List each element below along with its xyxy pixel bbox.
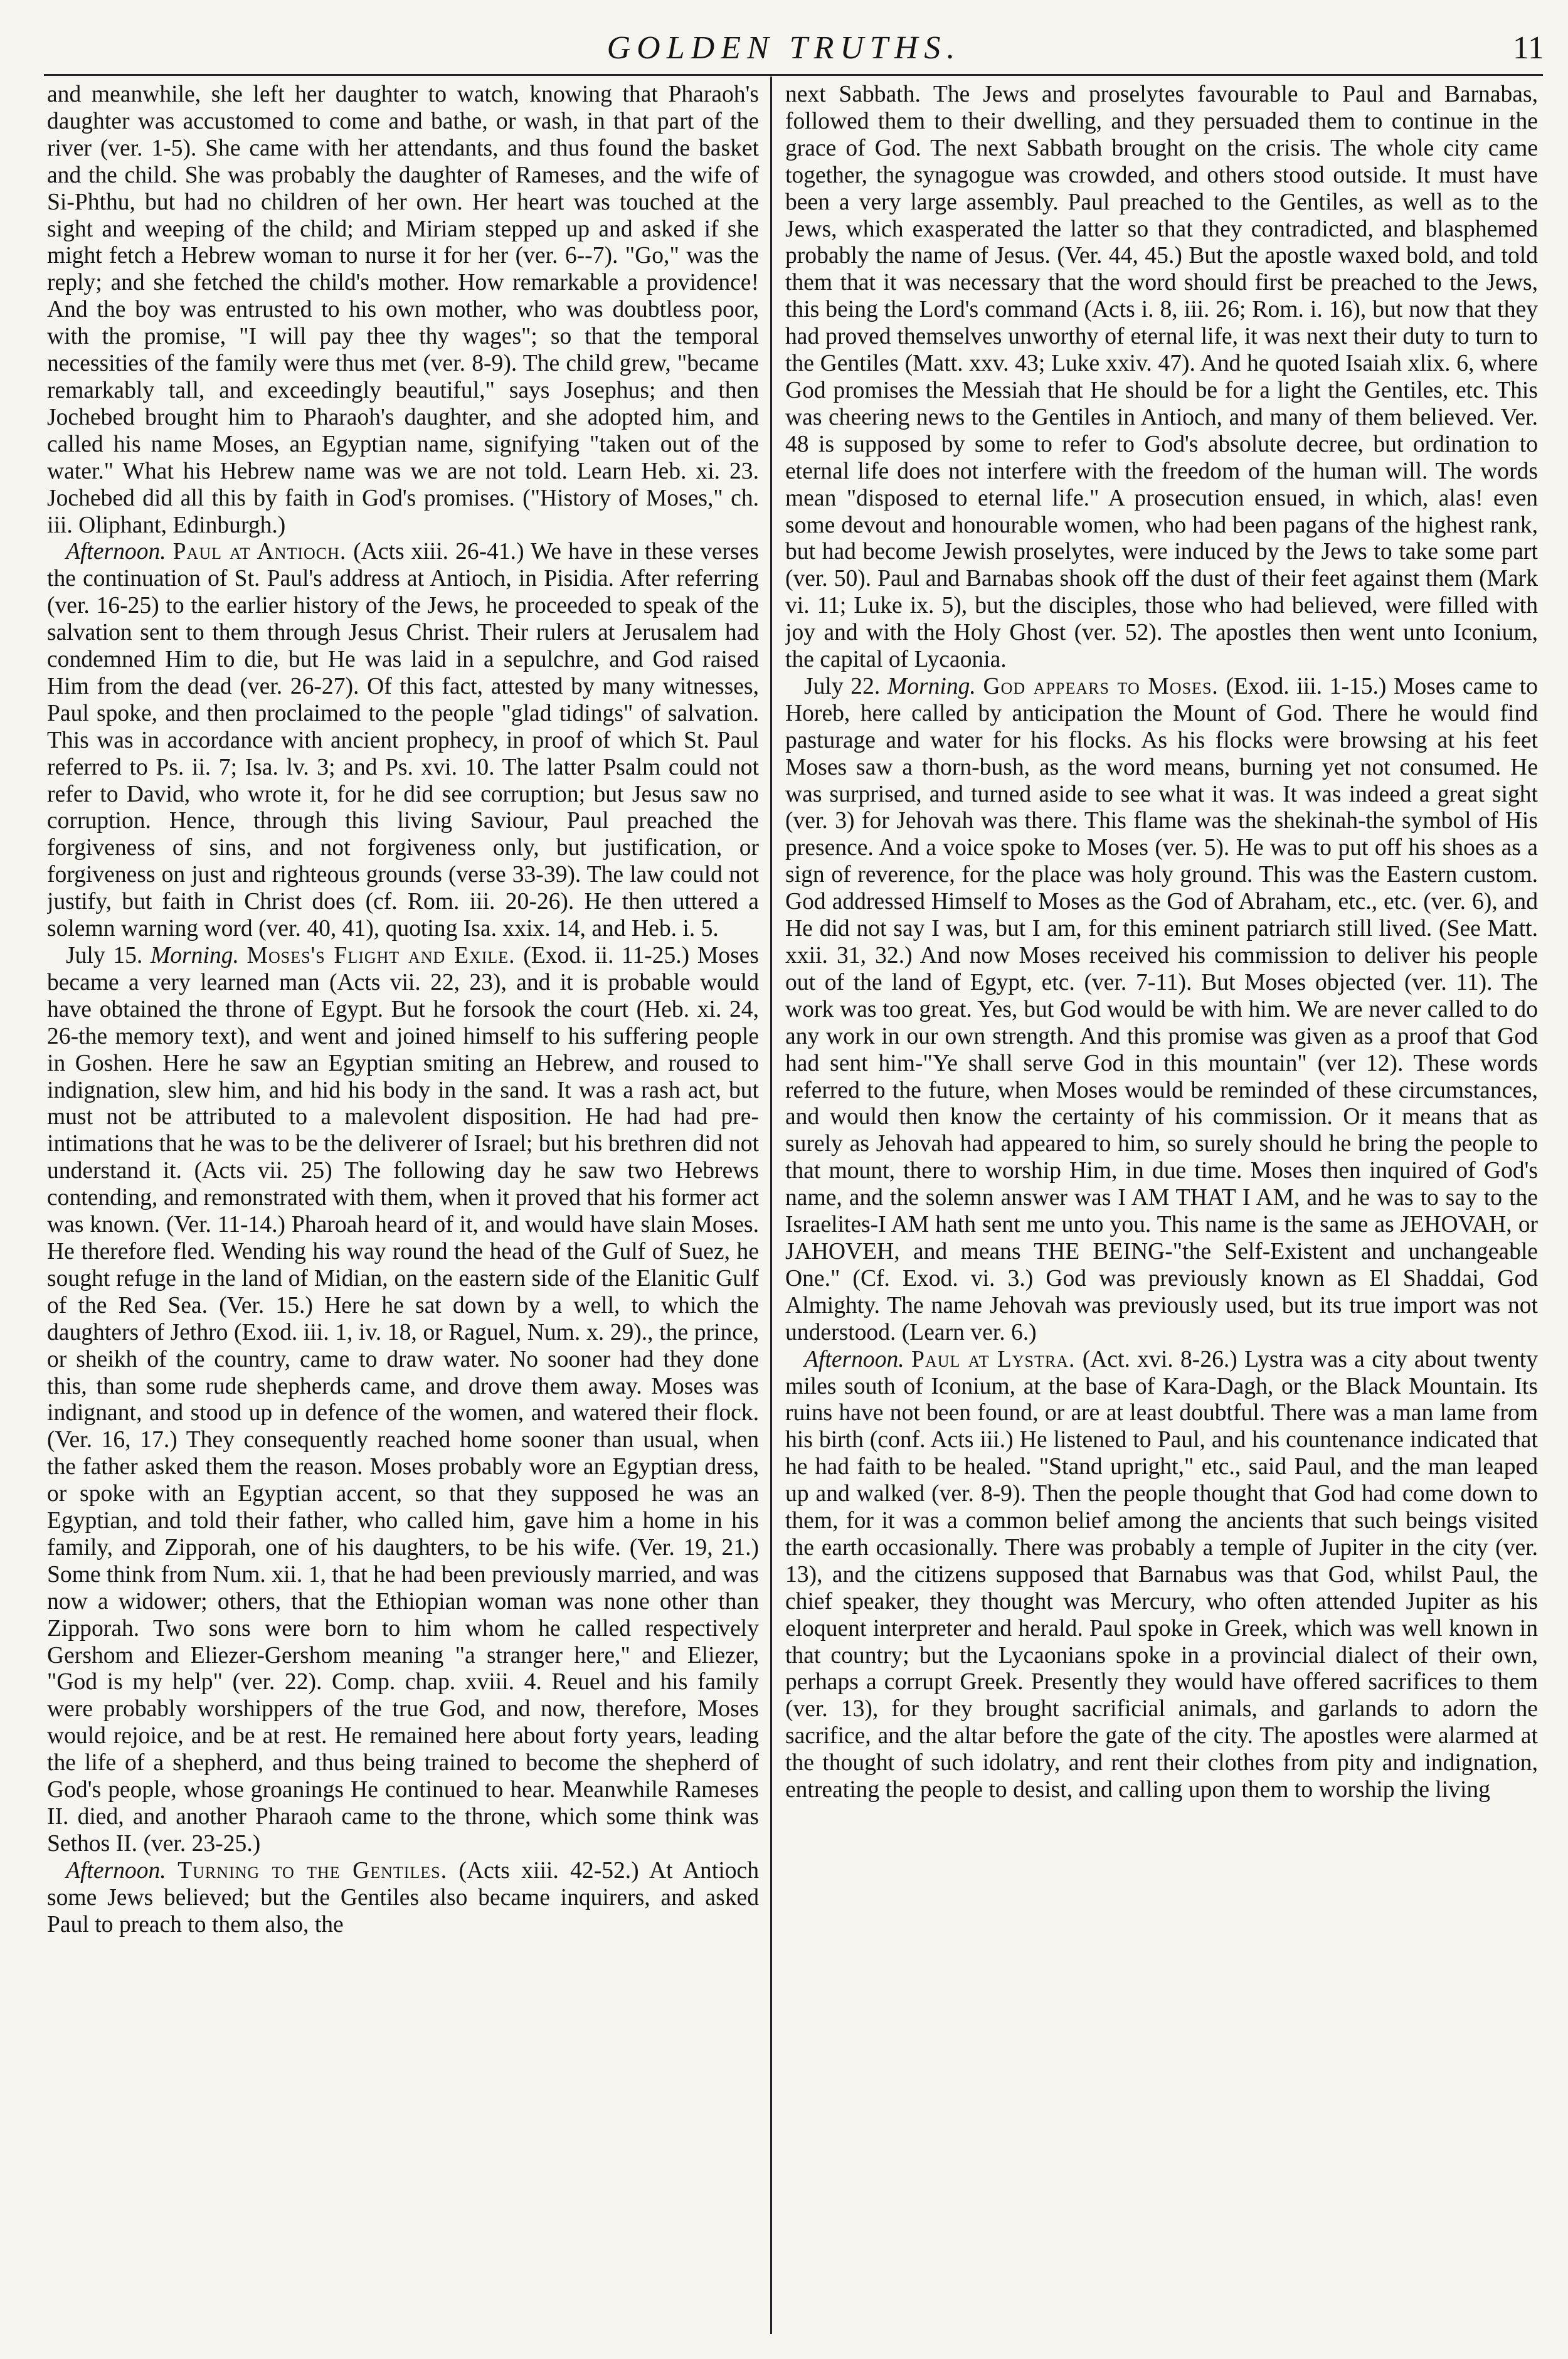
- section-moses-flight-and-exile: [47, 943, 759, 1858]
- section-turning-to-the-gentiles: [47, 1858, 759, 1939]
- section-heading: Turning to the Gentiles.: [177, 1857, 448, 1884]
- section-god-appears-to-moses: [785, 674, 1538, 1347]
- header-rule: [44, 74, 1543, 76]
- paragraph-birth-of-moses-continued: and meanwhile, she left her daughter to watch, knowing that Pharaoh's daughter was accustomed to come and bathe, or wash, in that part of the river (ver. 1-5). She came with her attendants, and thus found the basket and the child. She was probably the daughter of Rameses, and the wife of Si-Phthu, but had no children of her own. Her heart was touched at the sight and weeping of the child; and Miriam stepped up and asked if she might fetch a Hebrew woman to nurse it for her (ver. 6--7). "Go," was the reply; and she fetched the child's mother. How remarkable a providence! And the boy was entrusted to his own mother, who was doubtless poor, with the promise, "I will pay thee thy wages"; so that the temporal necessities of the family were thus met (ver. 8-9). The child grew, "became remarkably tall, and exceedingly beautiful," says Josephus; and then Jochebed brought him to Pharaoh's daughter, and she adopted him, and called his name Moses, an Egyptian name, signifying "taken out of the water." What his Hebrew name was we are not told. Learn Heb. xi. 23. Jochebed did all this by faith in God's promises. ("History of Moses," ch. iii. Oliphant, Edinburgh.): [47, 82, 759, 538]
- section-heading: Paul at Antioch.: [172, 539, 347, 565]
- session-label: Afternoon.: [66, 1857, 166, 1884]
- section-paul-at-lystra: [785, 1347, 1538, 1804]
- session-label: Morning.: [887, 673, 976, 699]
- section-body: (Exod. ii. 11-25.) Moses became a very learned man (Acts vii. 22, 23), and it is probable would have obtained the throne of Egypt. But he forsook the court (Heb. xi. 24, 26-the memory text), and went and joined himself to his suffering people in Goshen. Here he saw an Egyptian smiting an Hebrew, and roused to indignation, slew him, and hid his body in the sand. It was a rash act, but must not be attributed to a malevolent disposition. He had had pre-intimations that he was to be the deliverer of Israel; but his brethren did not understand it. (Acts vii. 25) The following day he saw two Hebrews contending, and remonstrated with them, when it proved that his former act was known. (Ver. 11-14.) Pharoah heard of it, and would have slain Moses. He therefore fled. Wending his way round the head of the Gulf of Suez, he sought refuge in the land of Midian, on the eastern side of the Elanitic Gulf of the Red Sea. (Ver. 15.) Here he sat down by a well, to which the daughters of Jethro (Exod. iii. 1, iv. 18, or Raguel, Num. x. 29)., the prince, or sheikh of the country, came to draw water. No sooner had they done this, than some rude shepherds came, and drove them away. Moses was indignant, and stood up in defence of the women, and watered their flock. (Ver. 16, 17.) They consequently reached home sooner than usual, when the father asked them the reason. Moses probably wore an Egyptian dress, or spoke with an Egyptian accent, so that they supposed he was an Egyptian, and told their father, who called him, gave him a home in his family, and Zipporah, one of his daughters, to be his wife. (Ver. 19, 21.) Some think from Num. xii. 1, that he had been previously married, and was now a widower; others, that the Ethiopian woman was none other than Zipporah. Two sons were born to him whom he called respectively Gershom and Eliezer-Gershom meaning "a stranger here," and Eliezer, "God is my help" (ver. 22). Comp. chap. xviii. 4. Reuel and his family were probably worshippers of the true God, and now, therefore, Moses would rejoice, and be at rest. He remained here about forty years, leading the life of a shepherd, and thus being trained to become the shepherd of God's people, whose groanings He continued to hear. Meanwhile Rameses II. died, and another Pharaoh came to the throne, which some think was Sethos II. (ver. 23-25.): [47, 943, 759, 1857]
- column-divider: [770, 77, 772, 2334]
- session-label: Afternoon.: [804, 1346, 904, 1372]
- section-body: (Acts xiii. 26-41.) We have in these verses the continuation of St. Paul's address at Antioch, in Pisidia. After referring (ver. 16-25) to the earlier history of the Jews, he proceeded to speak of the salvation sent to them through Jesus Christ. Their rulers at Jerusalem had condemned Him to die, but He was laid in a sepulchre, and God raised Him from the dead (ver. 26-27). Of this fact, attested by many witnesses, Paul spoke, and then proclaimed to the people "glad tidings" of salvation. This was in accordance with ancient prophecy, in proof of which St. Paul referred to Ps. ii. 7; Isa. lv. 3; and Ps. xvi. 10. The latter Psalm could not refer to David, who wrote it, for he did see corruption; but Jesus saw no corruption. Hence, through this living Saviour, Paul preached the forgiveness of sins, and not forgiveness only, but justification, or forgiveness on just and righteous grounds (verse 33-39). The law could not justify, but faith in Christ does (cf. Rom. iii. 20-26). He then uttered a solemn warning word (ver. 40, 41), quoting Isa. xxix. 14, and Heb. i. 5.: [47, 539, 759, 942]
- right-column: [785, 82, 1538, 2340]
- date-label: July 22.: [804, 673, 881, 699]
- section-body: (Act. xvi. 8-26.) Lystra was a city about twenty miles south of Iconium, at the base of Kara-Dagh, or the Black Mountain. Its ruins have not been found, or are at least doubtful. There was a man lame from his birth (conf. Acts iii.) He listened to Paul, and his countenance indicated that he had faith to be healed. "Stand upright," etc., said Paul, and the man leaped up and walked (ver. 8-9). Then the people thought that God had come down to them, for it was a common belief among the ancients that such beings visited the earth occasionally. There was probably a temple of Jupiter in the city (ver. 13), and the citizens supposed that Barnabus was that God, whilst Paul, the chief speaker, they thought was Mercury, who often attended Jupiter as his eloquent interpreter and herald. Paul spoke in Greek, which was well known in that country; but the Lycaonians spoke in a provincial dialect of their own, perhaps a corrupt Greek. Presently they would have offered sacrifices to them (ver. 13), for they brought sacrificial animals, and garlands to adorn the sacrifice, and the altar before the gate of the city. The apostles were alarmed at the thought of such idolatry, and rent their clothes from pity and indignation, entreating the people to desist, and calling upon them to worship the living: [785, 1346, 1538, 1803]
- section-heading: Moses's Flight and Exile.: [246, 943, 516, 968]
- section-heading: God appears to Moses.: [983, 673, 1219, 699]
- session-label: Morning.: [150, 943, 239, 968]
- running-title: GOLDEN TRUTHS.: [607, 30, 961, 66]
- section-heading: Paul at Lystra.: [911, 1346, 1076, 1372]
- paragraph-gentiles-continued: next Sabbath. The Jews and proselytes favourable to Paul and Barnabas, followed them to their dwelling, and they persuaded them to continue in the grace of God. The next Sabbath brought on the crisis. The whole city came together, the synagogue was crowded, and others stood outside. It must have been a very large assembly. Paul preached to the Gentiles, as well as to the Jews, which exasperated the latter so that they contradicted, and blasphemed probably the name of Jesus. (Ver. 44, 45.) But the apostle waxed bold, and told them that it was necessary that the word should first be preached to the Jews, this being the Lord's command (Acts i. 8, iii. 26; Rom. i. 16), but now that they had proved themselves unworthy of eternal life, it was next their duty to turn to the Gentiles (Matt. xxv. 43; Luke xxiv. 47). And he quoted Isaiah xlix. 6, where God promises the Messiah that He should be for a light the Gentiles, etc. This was cheering news to the Gentiles in Antioch, and many of them believed. Ver. 48 is supposed by some to refer to God's absolute decree, but ordination to eternal life does not interfere with the freedom of the human will. The words mean "disposed to eternal life." A prosecution ensued, in which, alas! even some devout and honourable women, who had been pagans of the highest rank, but had become Jewish proselytes, were induced by the Jews to take some part (ver. 50). Paul and Barnabas shook off the dust of their feet against them (Mark vi. 11; Luke ix. 5), but the disciples, those who had believed, were filled with joy and with the Holy Ghost (ver. 52). The apostles then went unto Iconium, the capital of Lycaonia.: [785, 82, 1538, 673]
- section-body: (Acts xiii. 42-52.) At Antioch some Jews believed; but the Gentiles also became inquirers, and asked Paul to preach to them also, the: [47, 1857, 759, 1938]
- section-paul-at-antioch: [47, 539, 759, 943]
- section-body: (Exod. iii. 1-15.) Moses came to Horeb, here called by anticipation the Mount of God. There he would find pasturage and water for his flocks. As his flocks were browsing at his feet Moses saw a thorn-bush, as the word means, burning yet not consumed. He was surprised, and turned aside to see what it was. It was indeed a great sight (ver. 3) for Jehovah was there. This flame was the shekinah-the symbol of His presence. And a voice spoke to Moses (ver. 5). He was to put off his shoes as a sign of reverence, for the place was holy ground. This was the Eastern custom. God addressed Himself to Moses as the God of Abraham, etc., etc. (ver. 6), and He did not say I was, but I am, for this eminent patriarch still lived. (See Matt. xxii. 31, 32.) And now Moses received his commission to deliver his people out of the land of Egypt, etc. (ver. 7-11). But Moses objected (ver. 11). The work was too great. Yes, but God would be with him. We are never called to do any work in our own strength. And this promise was given as a proof that God had sent him-"Ye shall serve God in this mountain" (ver 12). These words referred to the future, when Moses would be reminded of these circumstances, and would then know the certainty of his commission. Or it means that as surely as Jehovah had appeared to him, so surely should he bring the people to that mount, there to worship Him, in due time. Moses then inquired of God's name, and the solemn answer was I AM THAT I AM, and he was to say to the Israelites-I AM hath sent me unto you. This name is the same as JEHOVAH, or JAHOVEH, and means THE BEING-"the Self-Existent and unchangeable One." (Cf. Exod. vi. 3.) God was previously known as El Shaddai, God Almighty. The name Jehovah was previously used, but its true import was not understood. (Learn ver. 6.): [785, 673, 1538, 1345]
- left-column: [47, 82, 759, 2340]
- page-number: 11: [1512, 30, 1544, 66]
- session-label: Afternoon.: [66, 539, 166, 565]
- running-head: [0, 26, 1568, 70]
- date-label: July 15.: [66, 943, 143, 968]
